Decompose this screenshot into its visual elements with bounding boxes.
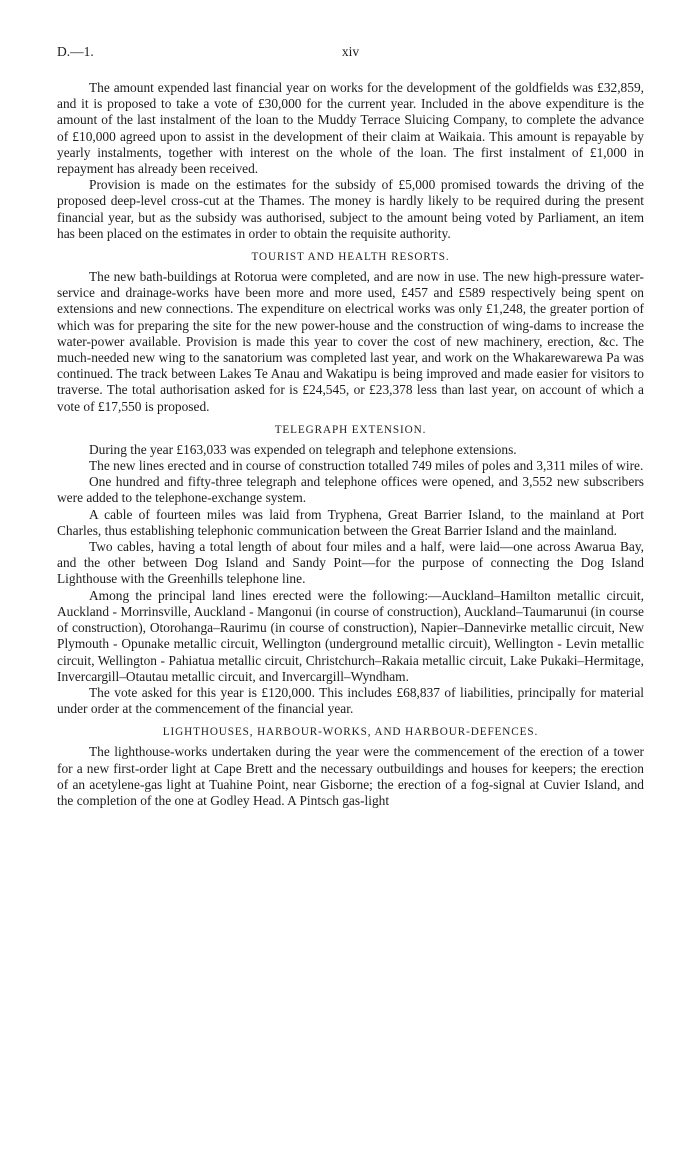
heading-tourist-health-resorts: TOURIST AND HEALTH RESORTS. bbox=[251, 251, 450, 264]
paragraph-goldfields-expenditure: The amount expended last financial year on works for the development of the goldfields was £32,859, and it is proposed to take a vote of £30,000 for the current year. Included in the above expenditure is the amount of the last instalment of the loan to the Muddy Terrace Sluicing Company, to complete the advance of £10,000 agreed upon to assist in the development of their claim at Waikaia. This amount is repayable by yearly instalments, together with interest on the whole of the loan. The first instalment of £1,000 in repayment has already been received. bbox=[57, 80, 644, 177]
document-reference: D.—1. bbox=[57, 44, 94, 59]
page-number: xiv bbox=[341, 44, 360, 59]
paragraph-new-offices: One hundred and fifty-three telegraph and telephone offices were opened, and 3,552 new subscribers were added to the telephone-exchange system. bbox=[57, 474, 644, 506]
paragraph-lighthouse-works: The lighthouse-works undertaken during the year were the commencement of the erection of a tower for a new first-order light at Cape Brett and the necessary outbuildings and houses for keepers; the erection of an acetylene-gas light at Tuahine Point, near Gisborne; the erection of a fog-signal at Cuvier Island, and the completion of the one at Godley Head. A Pintsch gas-light bbox=[57, 744, 644, 808]
page-header bbox=[57, 44, 644, 64]
paragraph-telegraph-vote: The vote asked for this year is £120,000. This includes £68,837 of liabilities, principally for material under order at the commencement of the financial year. bbox=[57, 684, 644, 717]
heading-telegraph-extension: TELEGRAPH EXTENSION. bbox=[274, 423, 427, 436]
paragraph-dog-island-cables: Two cables, having a total length of about four miles and a half, were laid—one across Awarua Bay, and the other between Dog Island and Sandy Point—for the purpose of connecting the Dog Island Lighthouse with the Greenhills telephone line. bbox=[57, 539, 644, 587]
paragraph-new-lines: The new lines erected and in course of construction totalled 749 miles of poles and 3,311 miles of wire. bbox=[89, 458, 644, 474]
document-body bbox=[57, 80, 644, 809]
heading-lighthouses-harbours: LIGHTHOUSES, HARBOUR-WORKS, AND HARBOUR-DEFENCES. bbox=[162, 726, 539, 739]
paragraph-thames-subsidy: Provision is made on the estimates for the subsidy of £5,000 promised towards the driving of the proposed deep-level cross-cut at the Thames. The money is hardly likely to be required during the present financial year, but as the subsidy was authorised, subject to the amount being voted by Parliament, an item has been placed on the estimates in order to obtain the requisite authority. bbox=[57, 177, 644, 241]
paragraph-telegraph-expenditure: During the year £163,033 was expended on telegraph and telephone extensions. bbox=[89, 441, 517, 457]
paragraph-land-lines: Among the principal land lines erected were the following:—Auckland–Hamilton metallic circuit, Auckland - Morrinsville, Auckland - Mangonui (in course of construction), Auckland–Taumarunui (in course of construction), Otorohanga–Raurimu (in course of construction), Napier–Dannevirke metallic circuit, New Plymouth - Opunake metallic circuit, Wellington (underground metallic circuit), Wellington - Levin metallic circuit, Wellington - Pahiatua metallic circuit, Christchurch–Rakaia metallic circuit, Lake Pukaki–Hermitage, Invercargill–Otautau metallic circuit, and Invercargill–Wyndham. bbox=[57, 587, 644, 684]
paragraph-rotorua-works: The new bath-buildings at Rotorua were completed, and are now in use. The new high-pressure water-service and drainage-works have been more and more used, £457 and £589 respectively being spent on extensions and new connections. The expenditure on electrical works was only £1,248, the greater portion of which was for preparing the site for the new power-house and the construction of wing-dams to increase the water-power available. Provision is made this year to cover the cost of new machinery, erection, &c. The much-needed new wing to the sanatorium was completed last year, and work on the Whakarewarewa Pa was continued. The track between Lakes Te Anau and Wakatipu is being improved and made easier for visitors to traverse. The total authorisation asked for is £24,545, or £23,378 less than last year, on account of which a vote of £17,550 is proposed. bbox=[57, 269, 644, 414]
paragraph-tryphena-cable: A cable of fourteen miles was laid from Tryphena, Great Barrier Island, to the mainland at Port Charles, thus establishing telephonic communication between the Great Barrier Island and the mainland. bbox=[57, 506, 644, 538]
